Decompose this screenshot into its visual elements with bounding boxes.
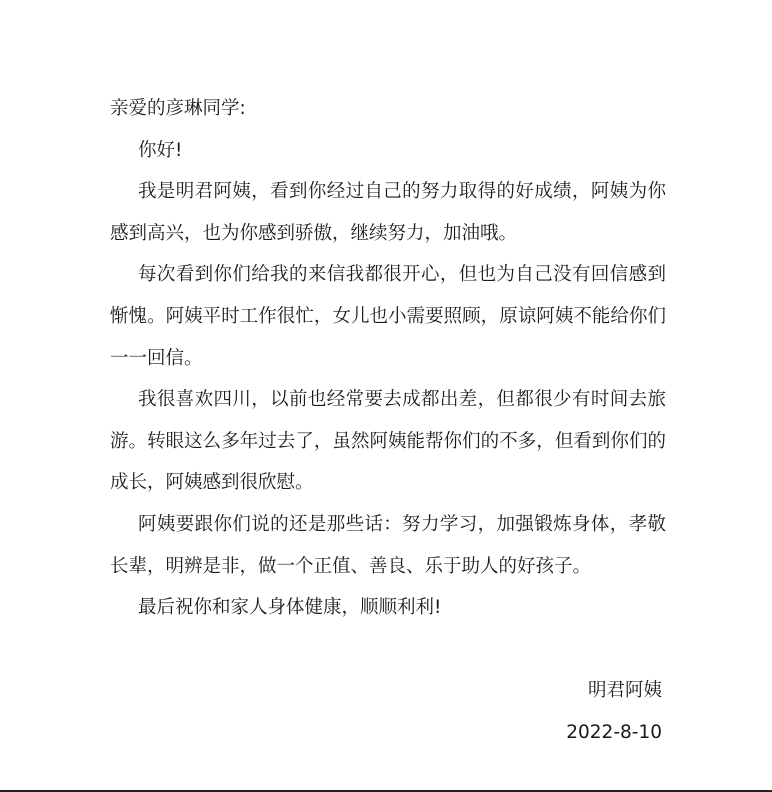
- paragraph-3: 我很喜欢四川，以前也经常要去成都出差，但都很少有时间去旅游。转眼这么多年过去了，虽然阿姨能帮你们的不多，但看到你们的成长，阿姨感到很欣慰。: [110, 389, 666, 494]
- closing-wishes: 最后祝你和家人身体健康，顺顺利利!: [138, 597, 442, 619]
- greeting: 你好!: [138, 139, 183, 161]
- paragraph-2: 每次看到你们给我的来信我都很开心，但也为自己没有回信感到惭愧。阿姨平时工作很忙，女儿也小需要照顾，原谅阿姨不能给你们一一回信。: [110, 264, 666, 369]
- signature-date: 2022-8-10: [566, 721, 662, 743]
- paragraph-4: 阿姨要跟你们说的还是那些话：努力学习，加强锻炼身体，孝敬长辈，明辨是非，做一个正值、善良、乐于助人的好孩子。: [110, 513, 666, 577]
- salutation: 亲爱的彦琳同学:: [110, 98, 246, 119]
- paragraph-1: 我是明君阿姨，看到你经过自己的努力取得的好成绩，阿姨为你感到高兴，也为你感到骄傲，继续努力，加油哦。: [110, 181, 666, 244]
- signature-name: 明君阿姨: [587, 680, 662, 701]
- letter-body: [110, 88, 666, 629]
- signature-block: [566, 670, 662, 753]
